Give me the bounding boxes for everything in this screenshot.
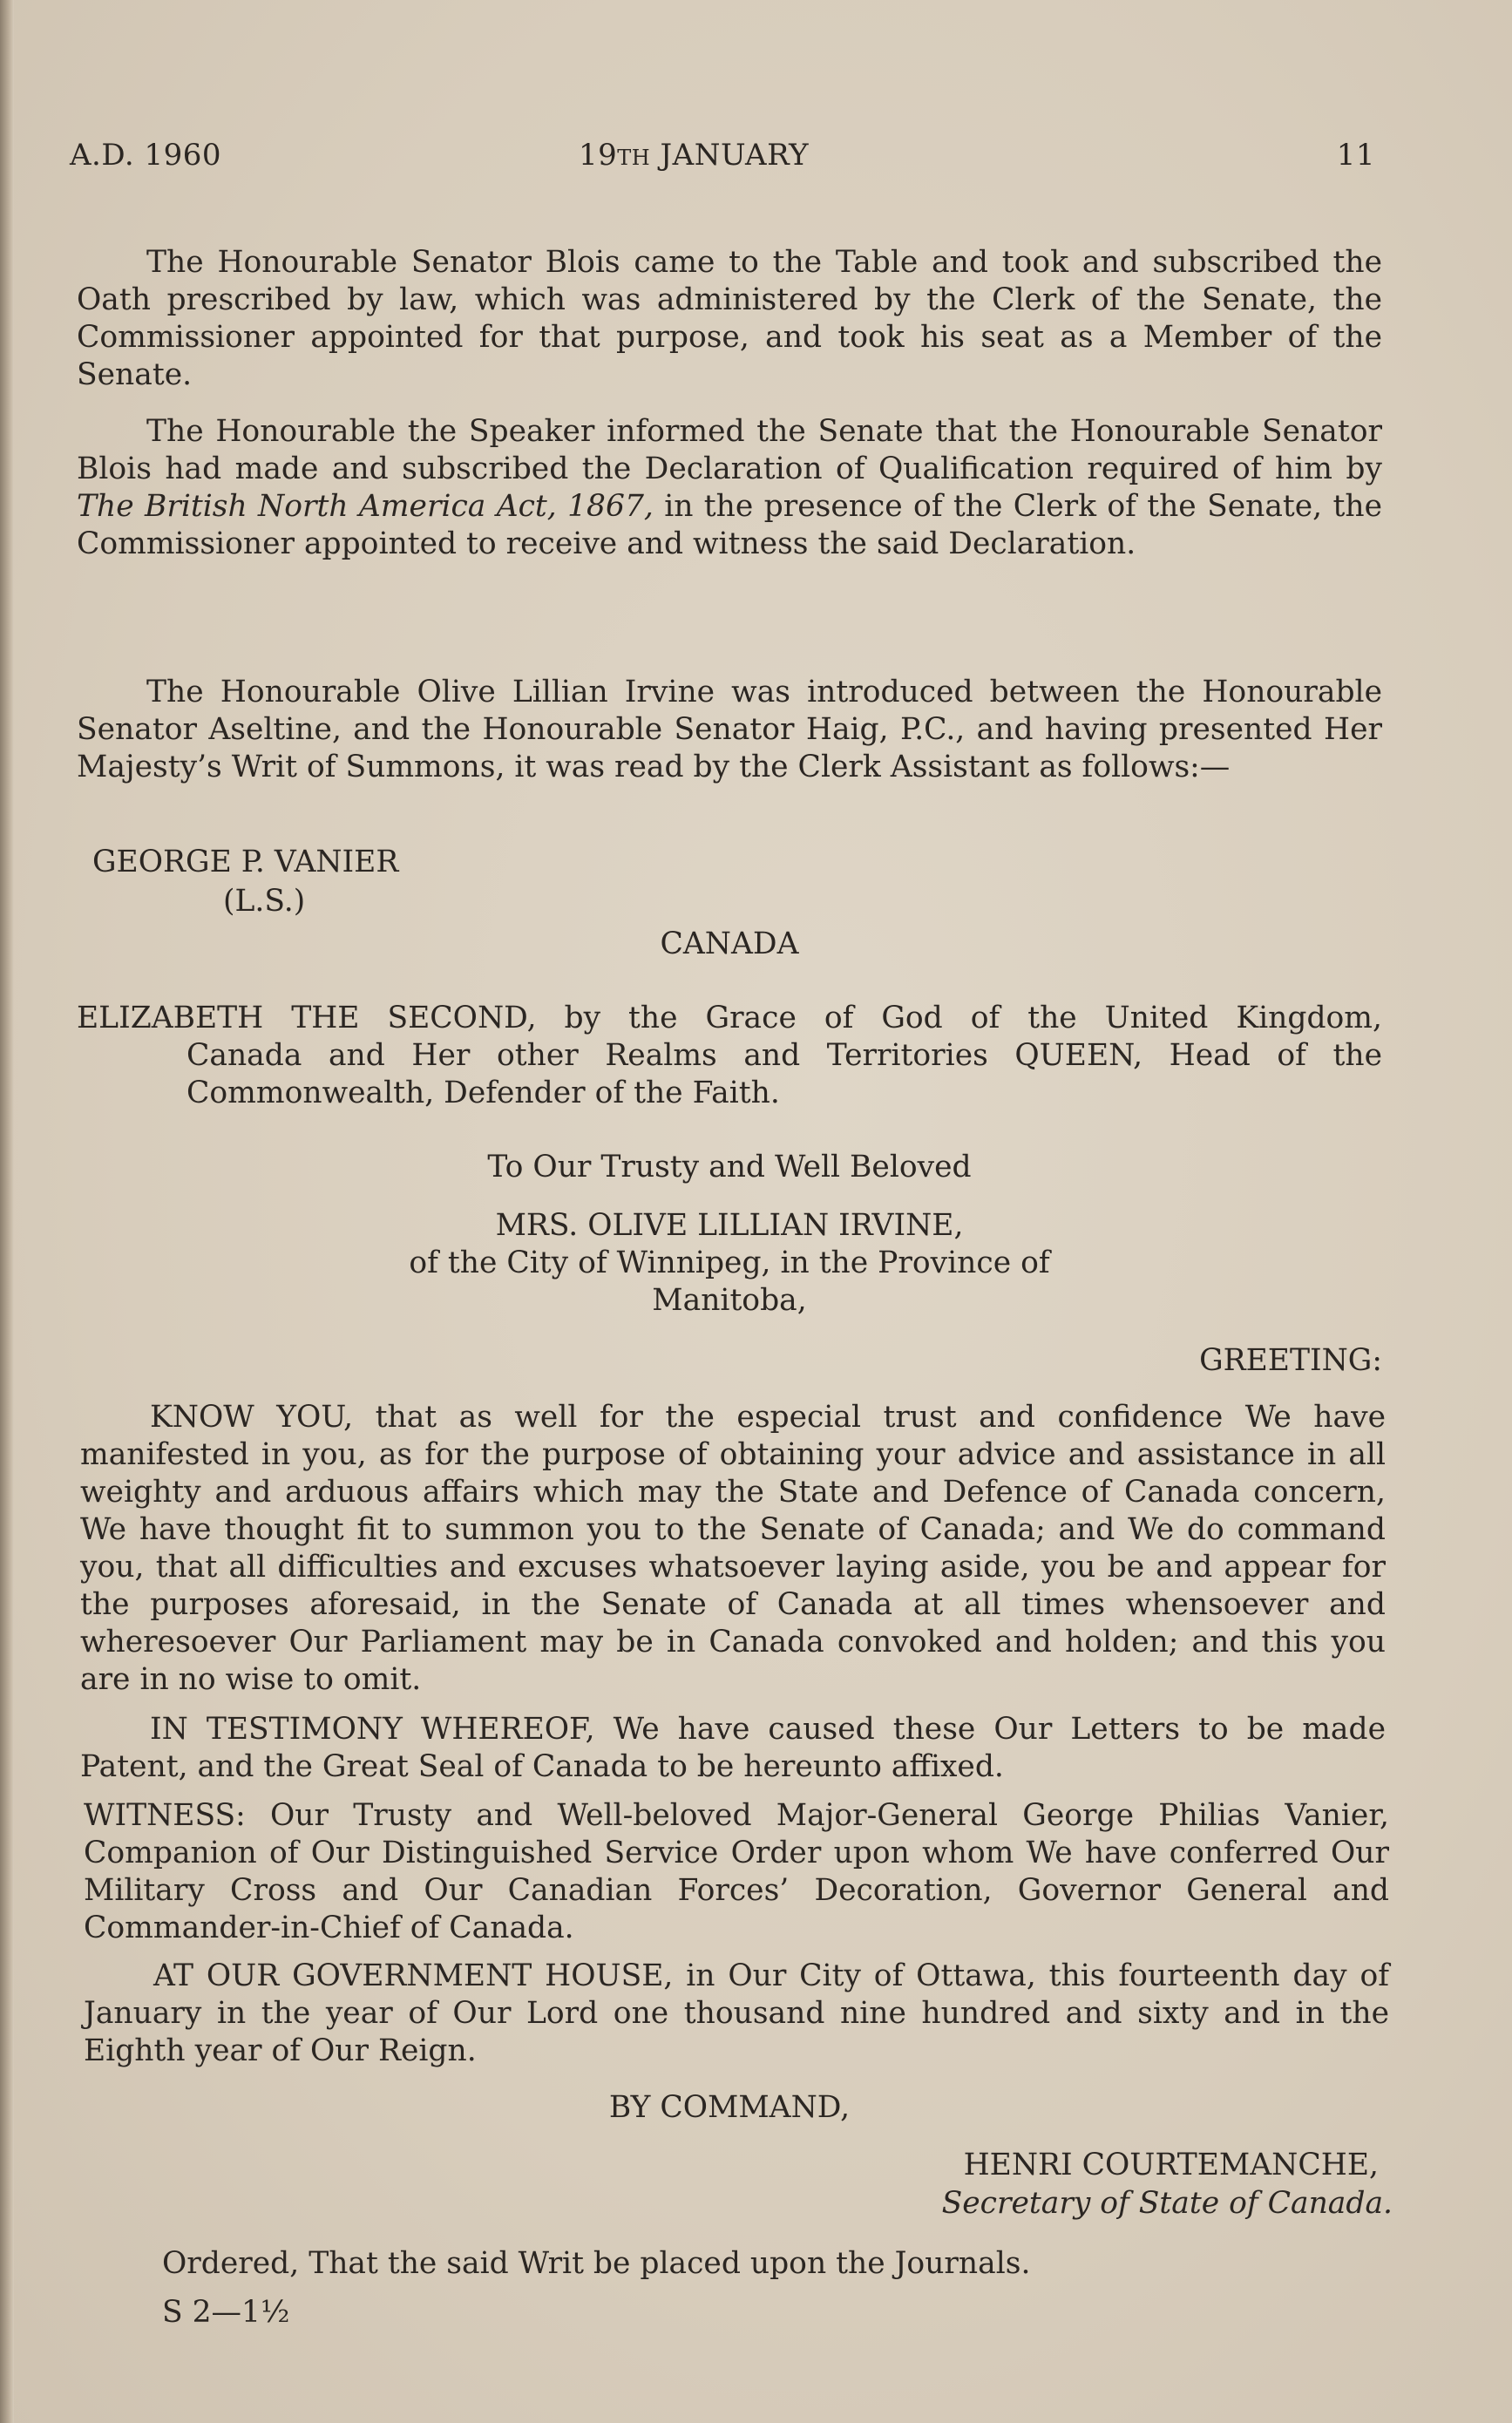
- binding-edge: [0, 0, 14, 2423]
- writ-addressee: MRS. OLIVE LILLIAN IRVINE,: [495, 1208, 964, 1243]
- secretary-title: Secretary of State of Canada.: [941, 2186, 1393, 2221]
- header-year: A.D. 1960: [70, 138, 222, 173]
- writ-witness: WITNESS: Our Trusty and Well-beloved Major-General George Philias Vanier, Companion of Our Distinguished Service Order upon whom We have conferred Our Military Cross and Our Canadian Forces’ Decoration, Governor General and Commander-in-Chief of Canada.: [84, 1798, 1389, 1945]
- writ-country: CANADA: [660, 926, 799, 961]
- writ-addressee-province: Manitoba,: [652, 1283, 807, 1318]
- header-date: 19TH JANUARY: [579, 138, 810, 173]
- writ-sovereign-rest: Canada and Her other Realms and Territories QUEEN, Head of the Commonwealth, Defender of the Faith.: [186, 1038, 1382, 1110]
- writ-addressee-city: of the City of Winnipeg, in the Province of: [409, 1245, 1050, 1280]
- writ-to-line: To Our Trusty and Well Beloved: [487, 1150, 972, 1184]
- paragraph-introduction: The Honourable Olive Lillian Irvine was introduced between the Honourable Senator Aseltine, and the Honourable Senator Haig, P.C., and having presented Her Majesty’s Writ of Summons, it was read by the Clerk Assistant as follows:—: [77, 675, 1382, 784]
- writ-greeting: GREETING:: [1199, 1343, 1382, 1378]
- paragraph-oath: The Honourable Senator Blois came to the Table and took and subscribed the Oath prescribed by law, which was administered by the Clerk of the Senate, the Commissioner appointed for that purpose, and took his seat as a Member of the Senate.: [77, 245, 1382, 392]
- secretary-name: HENRI COURTEMANCHE,: [963, 2148, 1379, 2182]
- writ-signatory: GEORGE P. VANIER: [92, 845, 399, 879]
- page-number: 11: [1336, 138, 1375, 173]
- writ-by-command: BY COMMAND,: [608, 2090, 851, 2125]
- running-header: [70, 138, 1375, 176]
- ordered-line: Ordered, That the said Writ be placed upon the Journals.: [162, 2246, 1031, 2281]
- writ-know-you: KNOW YOU, that as well for the especial trust and confidence We have manifested in you, as for the purpose of obtaining your advice and assistance in all weighty and arduous affairs which may the State and Defence of Canada concern, We have thought fit to summon you to the Senate of Canada; and We do command you, that all difficulties and excuses whatsoever laying aside, you be and appear for the purposes aforesaid, in the Senate of Canada at all times whensoever and wheresoever Our Parliament may be in Canada convoked and holden; and this you are in no wise to omit.: [80, 1400, 1386, 1697]
- signature-mark: S 2—1½: [162, 2295, 290, 2330]
- writ-testimony: IN TESTIMONY WHEREOF, We have caused these Our Letters to be made Patent, and the Great Seal of Canada to be hereunto affixed.: [80, 1712, 1386, 1784]
- writ-government-house: AT OUR GOVERNMENT HOUSE, in Our City of Ottawa, this fourteenth day of January in the year of Our Lord one thousand nine hundred and sixty and in the Eighth year of Our Reign.: [84, 1958, 1389, 2068]
- paragraph-declaration: The Honourable the Speaker informed the Senate that the Honourable Senator Blois had made and subscribed the Declaration of Qualification required of him by The British North America Act, 1867, in the presence of the Clerk of the Senate, the Commissioner appointed to receive and witness the said Declaration.: [77, 414, 1382, 561]
- writ-sovereign-first-line: ELIZABETH THE SECOND, by the Grace of God of the United Kingdom,: [77, 1001, 1382, 1035]
- writ-seal: (L.S.): [223, 884, 306, 919]
